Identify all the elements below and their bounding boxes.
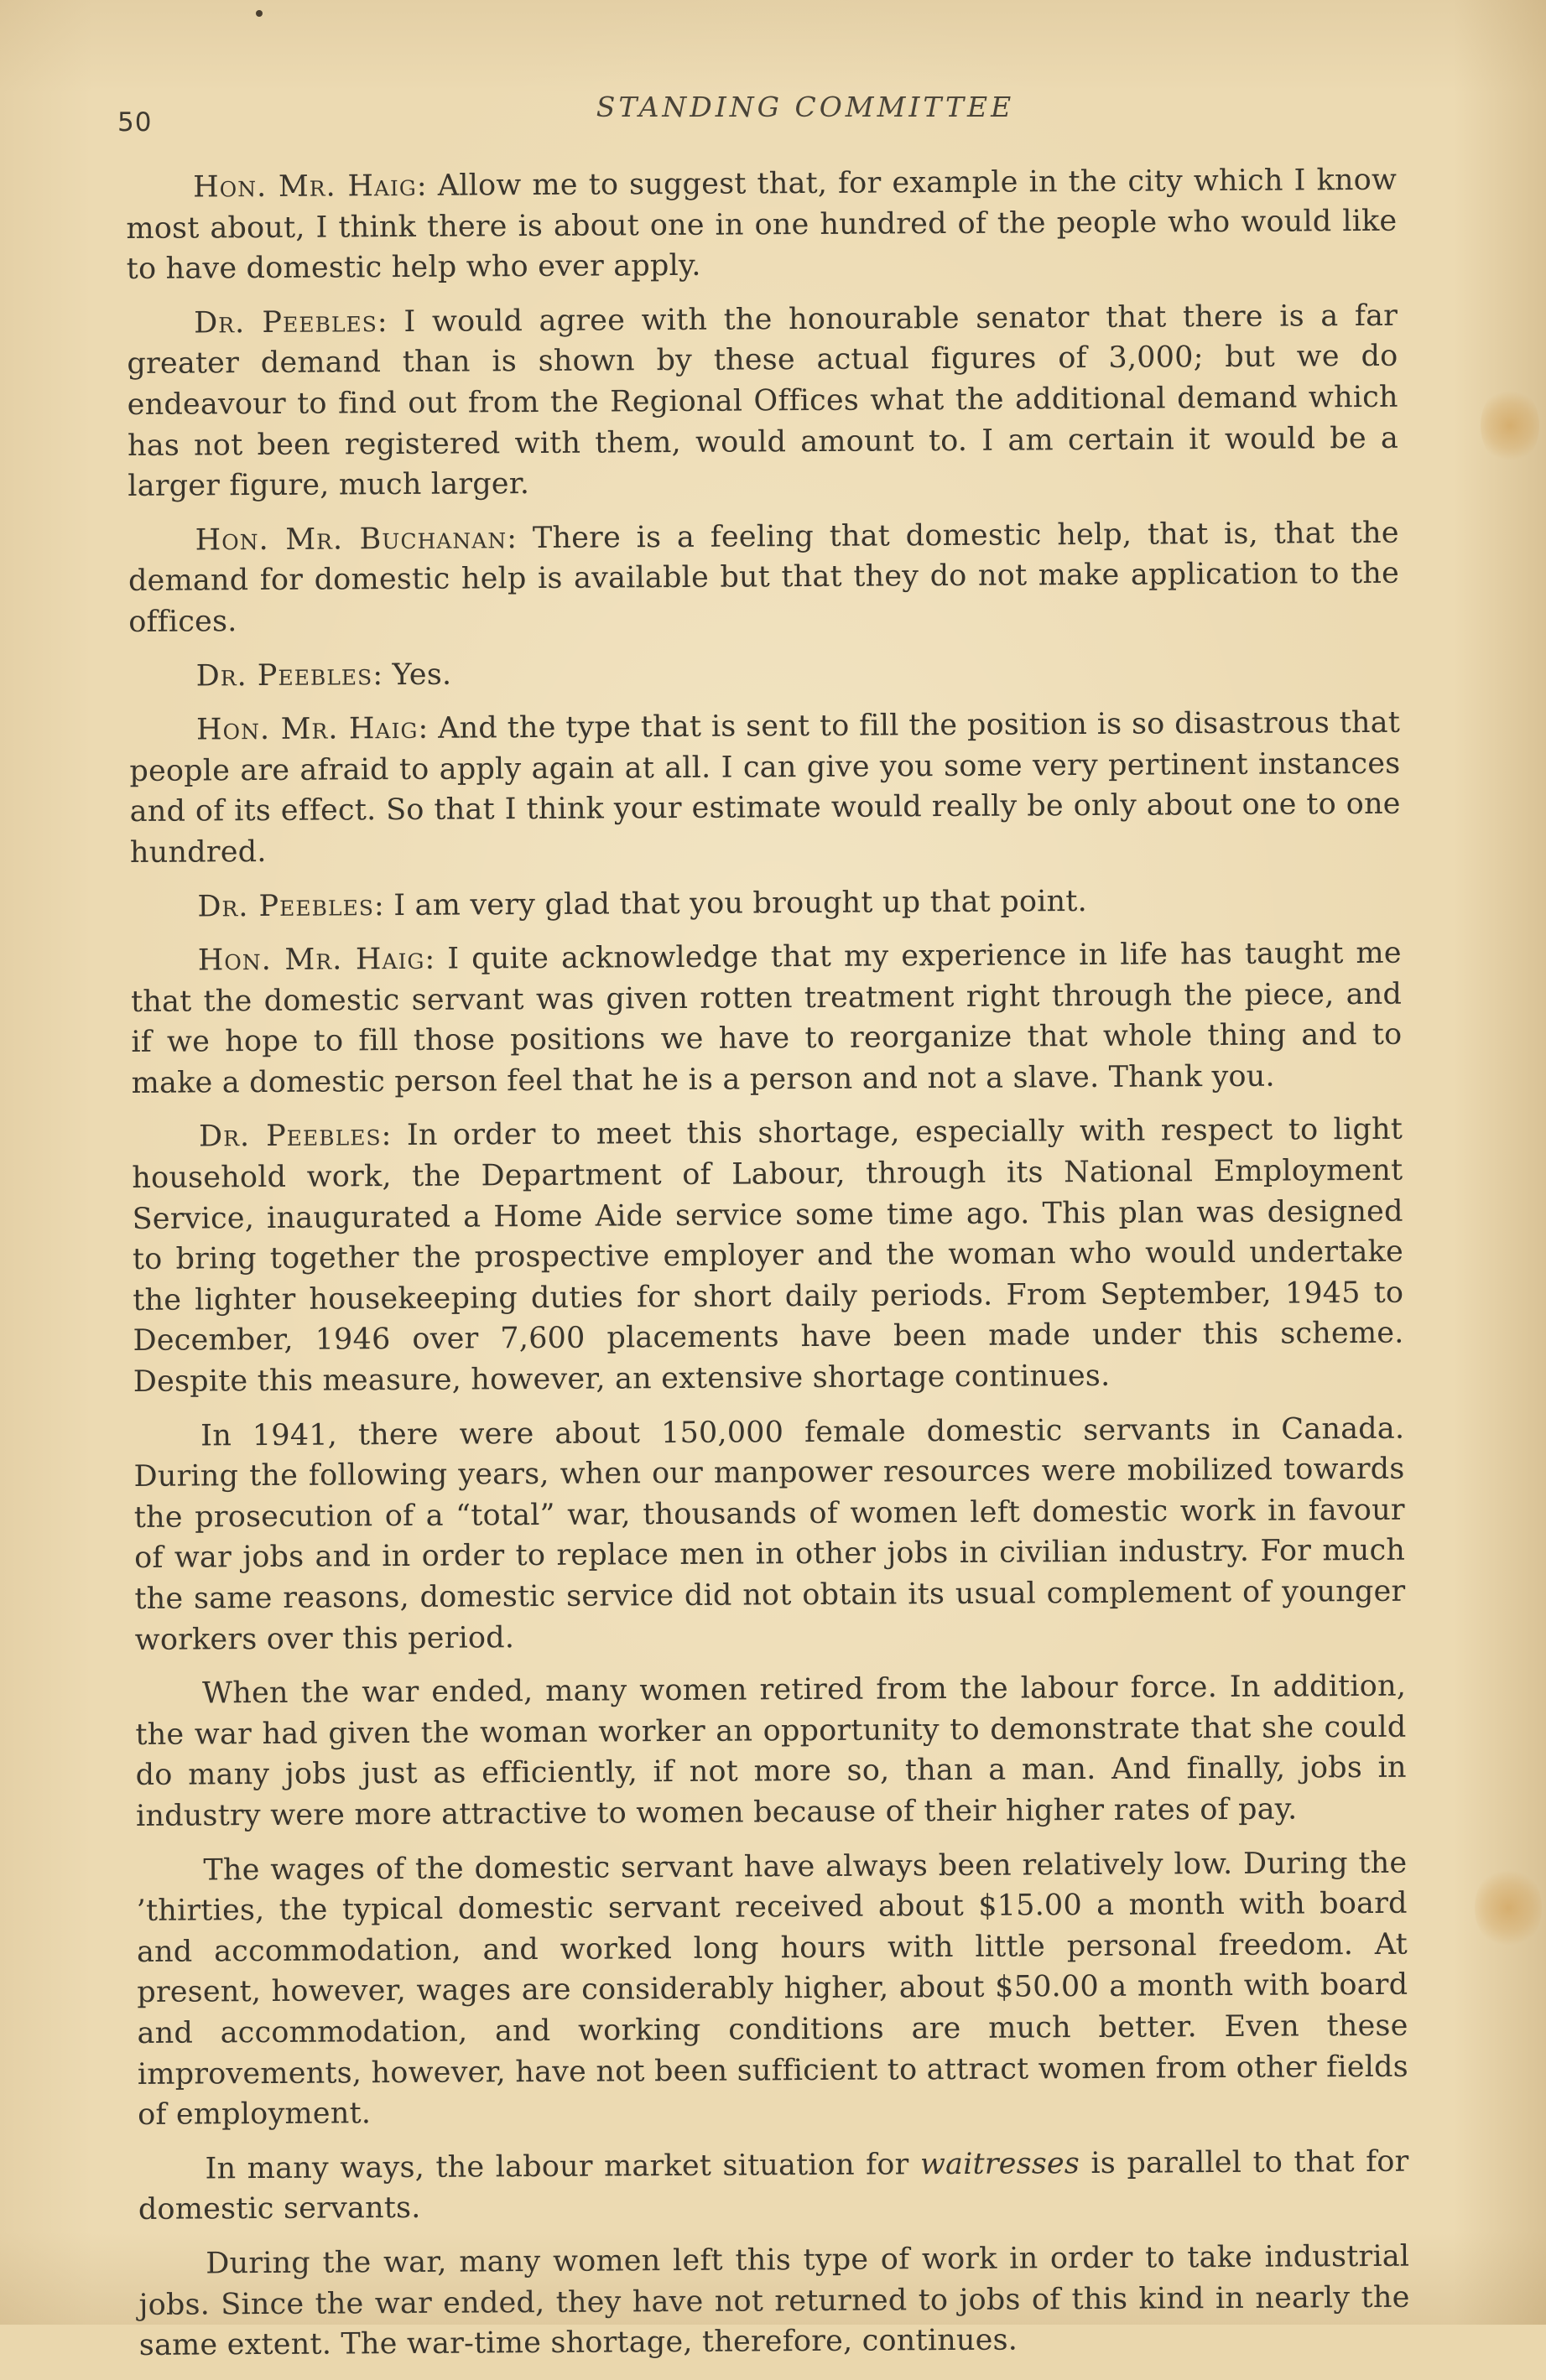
paragraph (138, 2141, 1409, 2230)
paragraph: Hon. Mr. Haig: I quite acknowledge that my experience in life has taught me that the domestic servant was given rotten treatment right through the piece, and if we hope to fill those positions we have to reorganize that whole thing and to make a domestic person feel that he is a person and not a slave. Thank you. (130, 936, 1403, 1100)
paragraph: Dr. Peebles: I am very glad that you brought up that point. (197, 884, 1088, 923)
paragraph: Hon. Mr. Haig: Allow me to suggest that, for example in the city which I know most about, I think there is about one in one hundred of the people who would like to have domestic help who ever apply. (126, 163, 1398, 287)
speaker-name: Hon. Mr. Buchanan (195, 521, 508, 558)
paragraph-text: Allow me to suggest that, for example in the city which I know most about, I think there is about one in one hundred of the people who would like to have domestic help who ever apply. (126, 163, 1398, 287)
speaker-name: Hon. Mr. Haig (193, 169, 417, 205)
paragraph-text: And the type that is sent to fill the position is so disastrous that people are afraid to apply again at all. I can give you some very pertinent instances and of its effect. So that I think your estimate would really be only about one to one hundred. (129, 705, 1401, 870)
paragraph-text: is parallel to that for domestic servants. (138, 2144, 1409, 2227)
paragraph: Dr. Peebles: I would agree with the honourable senator that there is a far greater demand than is shown by these actual figures of 3,000; but we do endeavour to find out from the Regional Offices what the additional demand which has not been registered with them, would amount to. I am certain it would be a larger figure, much larger. (127, 299, 1399, 504)
running-head: STANDING COMMITTEE (596, 91, 1015, 123)
speaker-name: Dr. Peebles (198, 1119, 382, 1154)
paper-stain (1475, 1866, 1542, 1950)
body-text (126, 160, 1410, 2380)
paragraph-text: I am very glad that you brought up that point. (393, 884, 1088, 922)
paragraph: Dr. Peebles: In order to meet this shortage, especially with respect to light household work, the Department of Labour, through its National Employment Service, inaugurated a Home Aide service some time ago. This plan was designed to bring together the prospective employer and the woman who would undertake the lighter housekeeping duties for short daily periods. From September, 1945 to December, 1946 over 7,600 placements have been made under this scheme. Despite this measure, however, an extensive shortage continues. (132, 1113, 1404, 1400)
paragraph-text: During the war, many women left this type of work in order to take industrial jobs. Since the war ended, they have not returned to jobs of this kind in nearly the same extent. The war-time shortage, therefore, continues. (138, 2239, 1410, 2363)
paragraph-text: I would agree with the honourable senator that there is a far greater demand than is shown by these actual figures of 3,000; but we do endeavour to find out from the Regional Offices what the additional demand which has not been registered with them, would amount to. I am certain it would be a larger figure, much larger. (127, 299, 1399, 504)
paragraph-text: In order to meet this shortage, especially with respect to light household work, the Department of Labour, through its National Employment Service, inaugurated a Home Aide service some time ago. This plan was designed to bring together the prospective employer and the woman who would undertake the lighter housekeeping duties for short daily periods. From September, 1945 to December, 1946 over 7,600 placements have been made under this scheme. Despite this measure, however, an extensive shortage continues. (132, 1113, 1404, 1400)
speaker-name: Dr. Peebles (197, 888, 375, 923)
speaker-name: Hon. Mr. Haig (197, 942, 425, 978)
paragraph (138, 2237, 1410, 2367)
paper-speck (256, 10, 263, 17)
paragraph (133, 1408, 1406, 1660)
paragraph (135, 1666, 1407, 1837)
speaker-name: Hon. Mr. Haig (195, 712, 419, 747)
paragraph: Hon. Mr. Haig: And the type that is sent to fill the position is so disastrous that people are afraid to apply again at all. I can give you some very pertinent instances and of its effect. So that I think your estimate would really be only about one to one hundred. (129, 705, 1401, 870)
page-number: 50 (117, 107, 153, 138)
paragraph-text: In many ways, the labour market situation for (205, 2147, 921, 2186)
paragraph-text: There is a feeling that domestic help, that is, that the demand for domestic help is available but that they do not make application to the offices. (128, 516, 1400, 639)
paper-stain (1481, 386, 1539, 465)
speaker-name: Dr. Peebles (195, 657, 373, 694)
emphasized-term: waitresses (919, 2146, 1080, 2181)
paragraph-text: In 1941, there were about 150,000 female domestic servants in Canada. During the following years, when our manpower resources were mobilized towards the prosecution of a “total” war, thousands of women left domestic work in favour of war jobs and in order to replace men in other jobs in civilian industry. For much the same reasons, domestic service did not obtain its usual complement of younger workers over this period. (133, 1411, 1406, 1657)
speaker-name: Dr. Peebles (194, 304, 377, 340)
paragraph: Dr. Peebles: Yes. (195, 657, 452, 694)
paragraph-text: I quite acknowledge that my experience in life has taught me that the domestic servant was given rotten treatment right through the piece, and if we hope to fill those positions we have to reorganize that whole thing and to make a domestic person feel that he is a person and not a slave. Thank you. (130, 936, 1403, 1100)
paragraph-text: Yes. (392, 657, 452, 692)
paragraph-text: When the war ended, many women retired from the labour force. In addition, the war had given the woman worker an opportunity to demonstrate that she could do many jobs just as efficiently, if not more so, than a man. And finally, jobs in industry were more attractive to women because of their higher rates of pay. (135, 1669, 1407, 1833)
paragraph-text: The wages of the domestic servant have always been relatively low. During the ’thirties, the typical domestic servant received about $15.00 a month with board and accommodation, and worked long hours with little personal freedom. At present, however, wages are considerably higher, about $50.00 a month with board and accommodation, and working conditions are much better. Even these improvements, however, have not been sufficient to attract women from other fields of employment. (136, 1846, 1408, 2133)
paragraph (136, 1842, 1408, 2135)
paragraph: Hon. Mr. Buchanan: There is a feeling that domestic help, that is, that the demand for domestic help is available but that they do not make application to the offices. (128, 516, 1400, 639)
